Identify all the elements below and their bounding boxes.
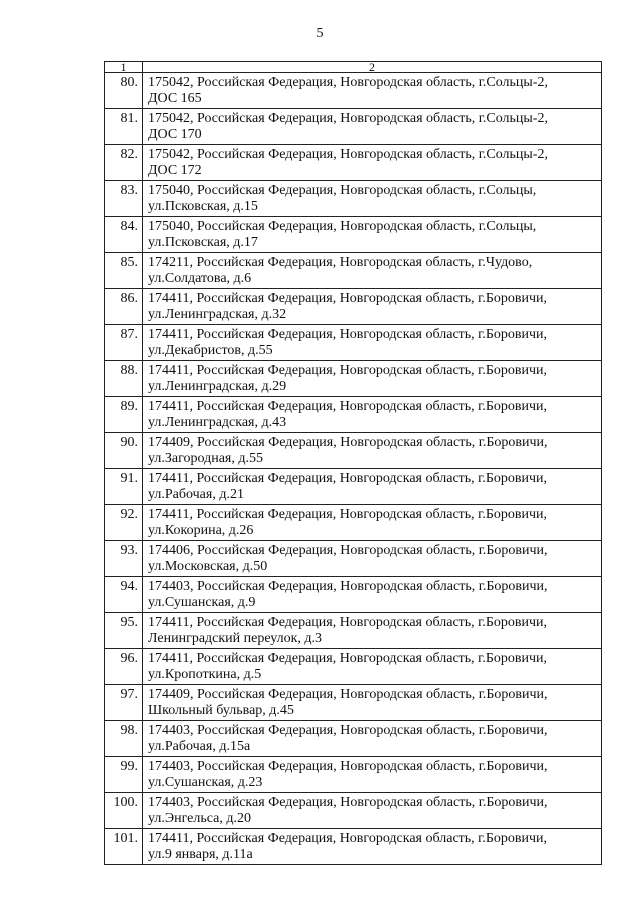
table-row <box>105 613 602 649</box>
address-cell <box>143 217 602 253</box>
address-line-1: 175042, Российская Федерация, Новгородская область, г.Сольцы-2, <box>148 111 548 126</box>
table-row <box>105 649 602 685</box>
address-cell <box>143 613 602 649</box>
address-line-2: Школьный бульвар, д.45 <box>148 702 294 718</box>
address-line-2: ул.Кропоткина, д.5 <box>148 666 262 682</box>
address-line-2: ул.Энгельса, д.20 <box>148 810 251 826</box>
table-row <box>105 109 602 145</box>
address-cell <box>143 577 602 613</box>
table-row <box>105 793 602 829</box>
row-number: 91. <box>105 469 143 505</box>
address-cell <box>143 145 602 181</box>
address-line-1: 174411, Российская Федерация, Новгородская область, г.Боровичи, <box>148 363 548 378</box>
row-number: 86. <box>105 289 143 325</box>
row-number: 93. <box>105 541 143 577</box>
address-line-1: 174403, Российская Федерация, Новгородская область, г.Боровичи, <box>148 579 548 594</box>
address-line-1: 174411, Российская Федерация, Новгородская область, г.Боровичи, <box>148 399 548 414</box>
address-cell <box>143 541 602 577</box>
address-line-1: 174409, Российская Федерация, Новгородская область, г.Боровичи, <box>148 435 548 450</box>
table-row <box>105 217 602 253</box>
row-number: 85. <box>105 253 143 289</box>
address-cell <box>143 397 602 433</box>
address-line-1: 175042, Российская Федерация, Новгородская область, г.Сольцы-2, <box>148 147 548 162</box>
address-line-2: ул.Декабристов, д.55 <box>148 342 273 358</box>
row-number: 95. <box>105 613 143 649</box>
address-line-2: ДОС 170 <box>148 126 202 142</box>
table-row <box>105 505 602 541</box>
row-number: 100. <box>105 793 143 829</box>
address-line-2: Ленинградский переулок, д.3 <box>148 630 323 646</box>
row-number: 89. <box>105 397 143 433</box>
address-cell <box>143 757 602 793</box>
row-number: 83. <box>105 181 143 217</box>
address-line-1: 174411, Российская Федерация, Новгородская область, г.Боровичи, <box>148 831 548 846</box>
address-cell <box>143 433 602 469</box>
table-row <box>105 757 602 793</box>
address-line-2: ДОС 172 <box>148 162 202 178</box>
address-line-2: ул.Московская, д.50 <box>148 558 268 574</box>
address-line-2: ул.Сушанская, д.9 <box>148 594 256 610</box>
row-number: 80. <box>105 73 143 109</box>
address-cell <box>143 685 602 721</box>
row-number: 98. <box>105 721 143 757</box>
table-row <box>105 721 602 757</box>
address-cell <box>143 793 602 829</box>
table-row <box>105 361 602 397</box>
address-line-2: ул.Рабочая, д.21 <box>148 486 244 502</box>
address-line-2: ул.Загородная, д.55 <box>148 450 263 466</box>
address-line-2: ул.Сушанская, д.23 <box>148 774 263 790</box>
address-line-1: 175040, Российская Федерация, Новгородская область, г.Сольцы, <box>148 183 537 198</box>
address-cell <box>143 361 602 397</box>
table-row <box>105 829 602 865</box>
row-number: 88. <box>105 361 143 397</box>
row-number: 101. <box>105 829 143 865</box>
address-line-2: ул.Кокорина, д.26 <box>148 522 254 538</box>
table-row <box>105 253 602 289</box>
address-cell <box>143 505 602 541</box>
address-line-1: 174403, Российская Федерация, Новгородская область, г.Боровичи, <box>148 759 548 774</box>
address-cell <box>143 829 602 865</box>
table-body <box>105 73 602 865</box>
address-line-1: 174409, Российская Федерация, Новгородская область, г.Боровичи, <box>148 687 548 702</box>
row-number: 94. <box>105 577 143 613</box>
address-cell <box>143 109 602 145</box>
address-line-1: 174411, Российская Федерация, Новгородская область, г.Боровичи, <box>148 327 548 342</box>
table-row <box>105 73 602 109</box>
table-row <box>105 541 602 577</box>
address-cell <box>143 289 602 325</box>
address-line-1: 174406, Российская Федерация, Новгородская область, г.Боровичи, <box>148 543 548 558</box>
address-line-1: 174411, Российская Федерация, Новгородская область, г.Боровичи, <box>148 291 548 306</box>
page-number: 5 <box>316 26 324 41</box>
table-row <box>105 685 602 721</box>
row-number: 81. <box>105 109 143 145</box>
address-table <box>104 61 602 865</box>
address-line-1: 174411, Российская Федерация, Новгородская область, г.Боровичи, <box>148 471 548 486</box>
address-line-1: 175042, Российская Федерация, Новгородская область, г.Сольцы-2, <box>148 75 548 90</box>
row-number: 84. <box>105 217 143 253</box>
table-row <box>105 397 602 433</box>
table-row <box>105 181 602 217</box>
row-number: 87. <box>105 325 143 361</box>
row-number: 97. <box>105 685 143 721</box>
address-cell <box>143 181 602 217</box>
column-header-address: 2 <box>143 62 602 73</box>
table-row <box>105 289 602 325</box>
address-line-1: 174411, Российская Федерация, Новгородская область, г.Боровичи, <box>148 615 548 630</box>
address-line-2: ул.Рабочая, д.15а <box>148 738 251 754</box>
address-line-2: ул.Ленинградская, д.29 <box>148 378 287 394</box>
address-line-2: ул.Ленинградская, д.43 <box>148 414 287 430</box>
row-number: 92. <box>105 505 143 541</box>
address-line-1: 174403, Российская Федерация, Новгородская область, г.Боровичи, <box>148 795 548 810</box>
table-row <box>105 577 602 613</box>
table-row <box>105 469 602 505</box>
table-row <box>105 145 602 181</box>
header-row <box>105 62 602 73</box>
table-row <box>105 325 602 361</box>
address-line-1: 174411, Российская Федерация, Новгородская область, г.Боровичи, <box>148 507 548 522</box>
row-number: 99. <box>105 757 143 793</box>
address-line-2: ул.Солдатова, д.6 <box>148 270 252 286</box>
address-line-2: ул.9 января, д.11а <box>148 846 253 862</box>
table-row <box>105 433 602 469</box>
address-line-2: ул.Псковская, д.15 <box>148 198 258 214</box>
address-line-2: ул.Псковская, д.17 <box>148 234 258 250</box>
address-line-1: 174403, Российская Федерация, Новгородская область, г.Боровичи, <box>148 723 548 738</box>
address-line-1: 174211, Российская Федерация, Новгородская область, г.Чудово, <box>148 255 533 270</box>
address-cell <box>143 73 602 109</box>
address-cell <box>143 649 602 685</box>
address-line-1: 175040, Российская Федерация, Новгородская область, г.Сольцы, <box>148 219 537 234</box>
address-line-2: ул.Ленинградская, д.32 <box>148 306 287 322</box>
row-number: 96. <box>105 649 143 685</box>
column-header-number: 1 <box>105 62 143 73</box>
row-number: 90. <box>105 433 143 469</box>
address-cell <box>143 325 602 361</box>
address-cell <box>143 721 602 757</box>
table-header <box>105 62 602 73</box>
address-line-1: 174411, Российская Федерация, Новгородская область, г.Боровичи, <box>148 651 548 666</box>
address-cell <box>143 469 602 505</box>
address-line-2: ДОС 165 <box>148 90 202 106</box>
address-cell <box>143 253 602 289</box>
row-number: 82. <box>105 145 143 181</box>
